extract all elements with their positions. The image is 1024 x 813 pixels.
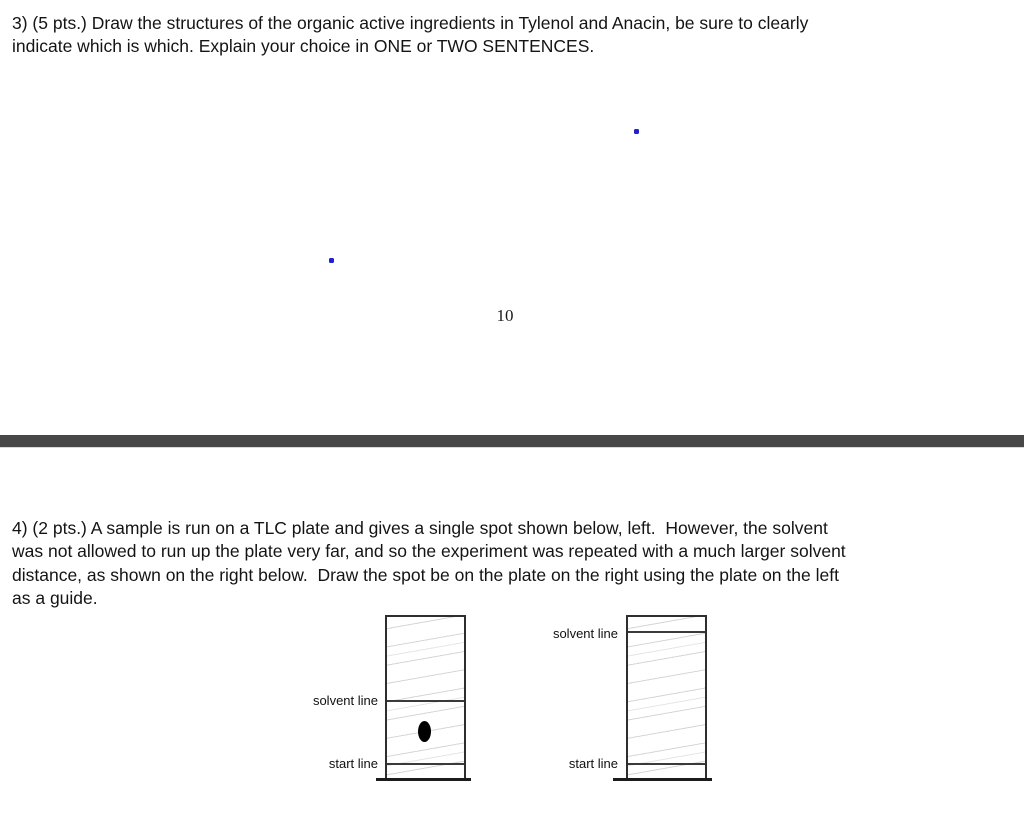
question-4-line-4: as a guide.: [12, 587, 98, 608]
page-number: 10: [496, 306, 514, 325]
page-divider-bar: [0, 435, 1024, 447]
page-divider-shadow: [0, 447, 1024, 448]
tlc-right-base-line: [613, 778, 712, 781]
tlc-right-start-line: [628, 763, 705, 765]
tlc-left-start-line: [387, 763, 464, 765]
tlc-left-base-line: [376, 778, 471, 781]
tlc-left-solvent-label: solvent line: [312, 693, 378, 708]
question-4-line-2: was not allowed to run up the plate very far, and so the experiment was repeated with a much larger solvent: [12, 541, 846, 562]
blue-ink-dot: [329, 258, 334, 263]
question-3-line-1: 3) (5 pts.) Draw the structures of the organic active ingredients in Tylenol and Anacin, be sure to clearly: [12, 13, 809, 33]
question-4-text: [12, 517, 846, 610]
tlc-right-solvent-label: solvent line: [552, 626, 618, 641]
tlc-left-solvent-line: [387, 700, 464, 702]
question-4-line-3: distance, as shown on the right below. Draw the spot be on the plate on the right using the plate on the left: [12, 564, 839, 585]
blue-ink-dot: [634, 129, 639, 134]
tlc-plate-right: [626, 615, 707, 781]
question-3-line-2: indicate which is which. Explain your choice in ONE or TWO SENTENCES.: [12, 36, 595, 57]
question-4-line-1: 4) (2 pts.) A sample is run on a TLC plate and gives a single spot shown below, left. However, the solvent: [12, 518, 828, 538]
tlc-right-start-label: start line: [568, 756, 618, 771]
tlc-plate-left: [385, 615, 466, 781]
question-3-text: [12, 12, 808, 59]
tlc-left-start-label: start line: [328, 756, 378, 771]
tlc-right-solvent-line: [628, 631, 705, 633]
tlc-sample-spot: [418, 721, 431, 742]
